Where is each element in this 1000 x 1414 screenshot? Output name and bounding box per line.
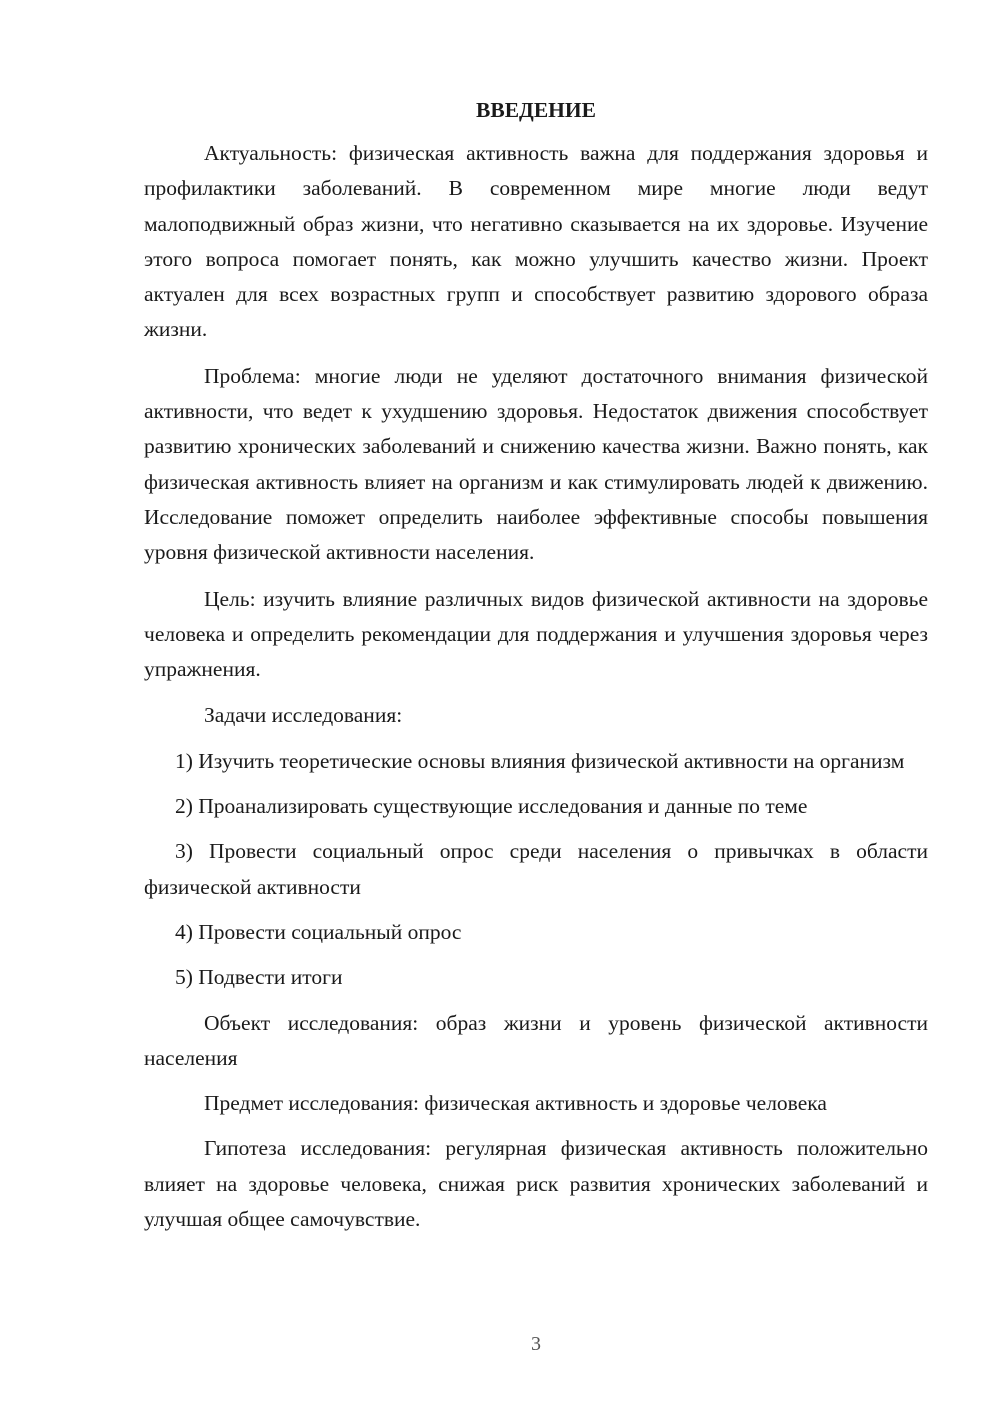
subject-paragraph: Предмет исследования: физическая активность и здоровье человека	[204, 1091, 827, 1116]
document-page	[144, 92, 928, 1237]
page-title: ВВЕДЕНИЕ	[476, 98, 596, 122]
task-item-3: 3) Провести социальный опрос среди населения о привычках в области физической активности	[144, 839, 928, 899]
task-item-1: 1) Изучить теоретические основы влияния физической активности на организм	[175, 748, 905, 773]
task-item-5: 5) Подвести итоги	[175, 965, 343, 990]
page-number: 3	[531, 1333, 541, 1355]
hypothesis-paragraph: Гипотеза исследования: регулярная физическая активность положительно влияет на здоровье человека, снижая риск развития хронических заболеваний и улучшая общее самочувствие.	[144, 1136, 928, 1232]
problem-paragraph: Проблема: многие люди не уделяют достаточного внимания физической активности, что ведет к ухудшению здоровья. Недостаток движения способствует развитию хронических заболеваний и снижению качества жизни. Важно понять, как физическая активность влияет на организм и как стимулировать людей к движению. Исследование поможет определить наиболее эффективные способы повышения уровня физической активности населения.	[144, 363, 928, 565]
task-item-4: 4) Провести социальный опрос	[175, 919, 462, 944]
tasks-heading: Задачи исследования:	[204, 703, 403, 728]
goal-paragraph: Цель: изучить влияние различных видов физической активности на здоровье человека и определить рекомендации для поддержания и улучшения здоровья через упражнения.	[144, 586, 928, 682]
task-item-2: 2) Проанализировать существующие исследования и данные по теме	[175, 794, 808, 819]
relevance-paragraph: Актуальность: физическая активность важна для поддержания здоровья и профилактики заболеваний. В современном мире многие люди ведут малоподвижный образ жизни, что негативно сказывается на их здоровье. Изучение этого вопроса помогает понять, как можно улучшить качество жизни. Проект актуален для всех возрастных групп и способствует развитию здорового образа жизни.	[144, 141, 928, 342]
object-paragraph: Объект исследования: образ жизни и уровень физической активности населения	[144, 1010, 928, 1070]
